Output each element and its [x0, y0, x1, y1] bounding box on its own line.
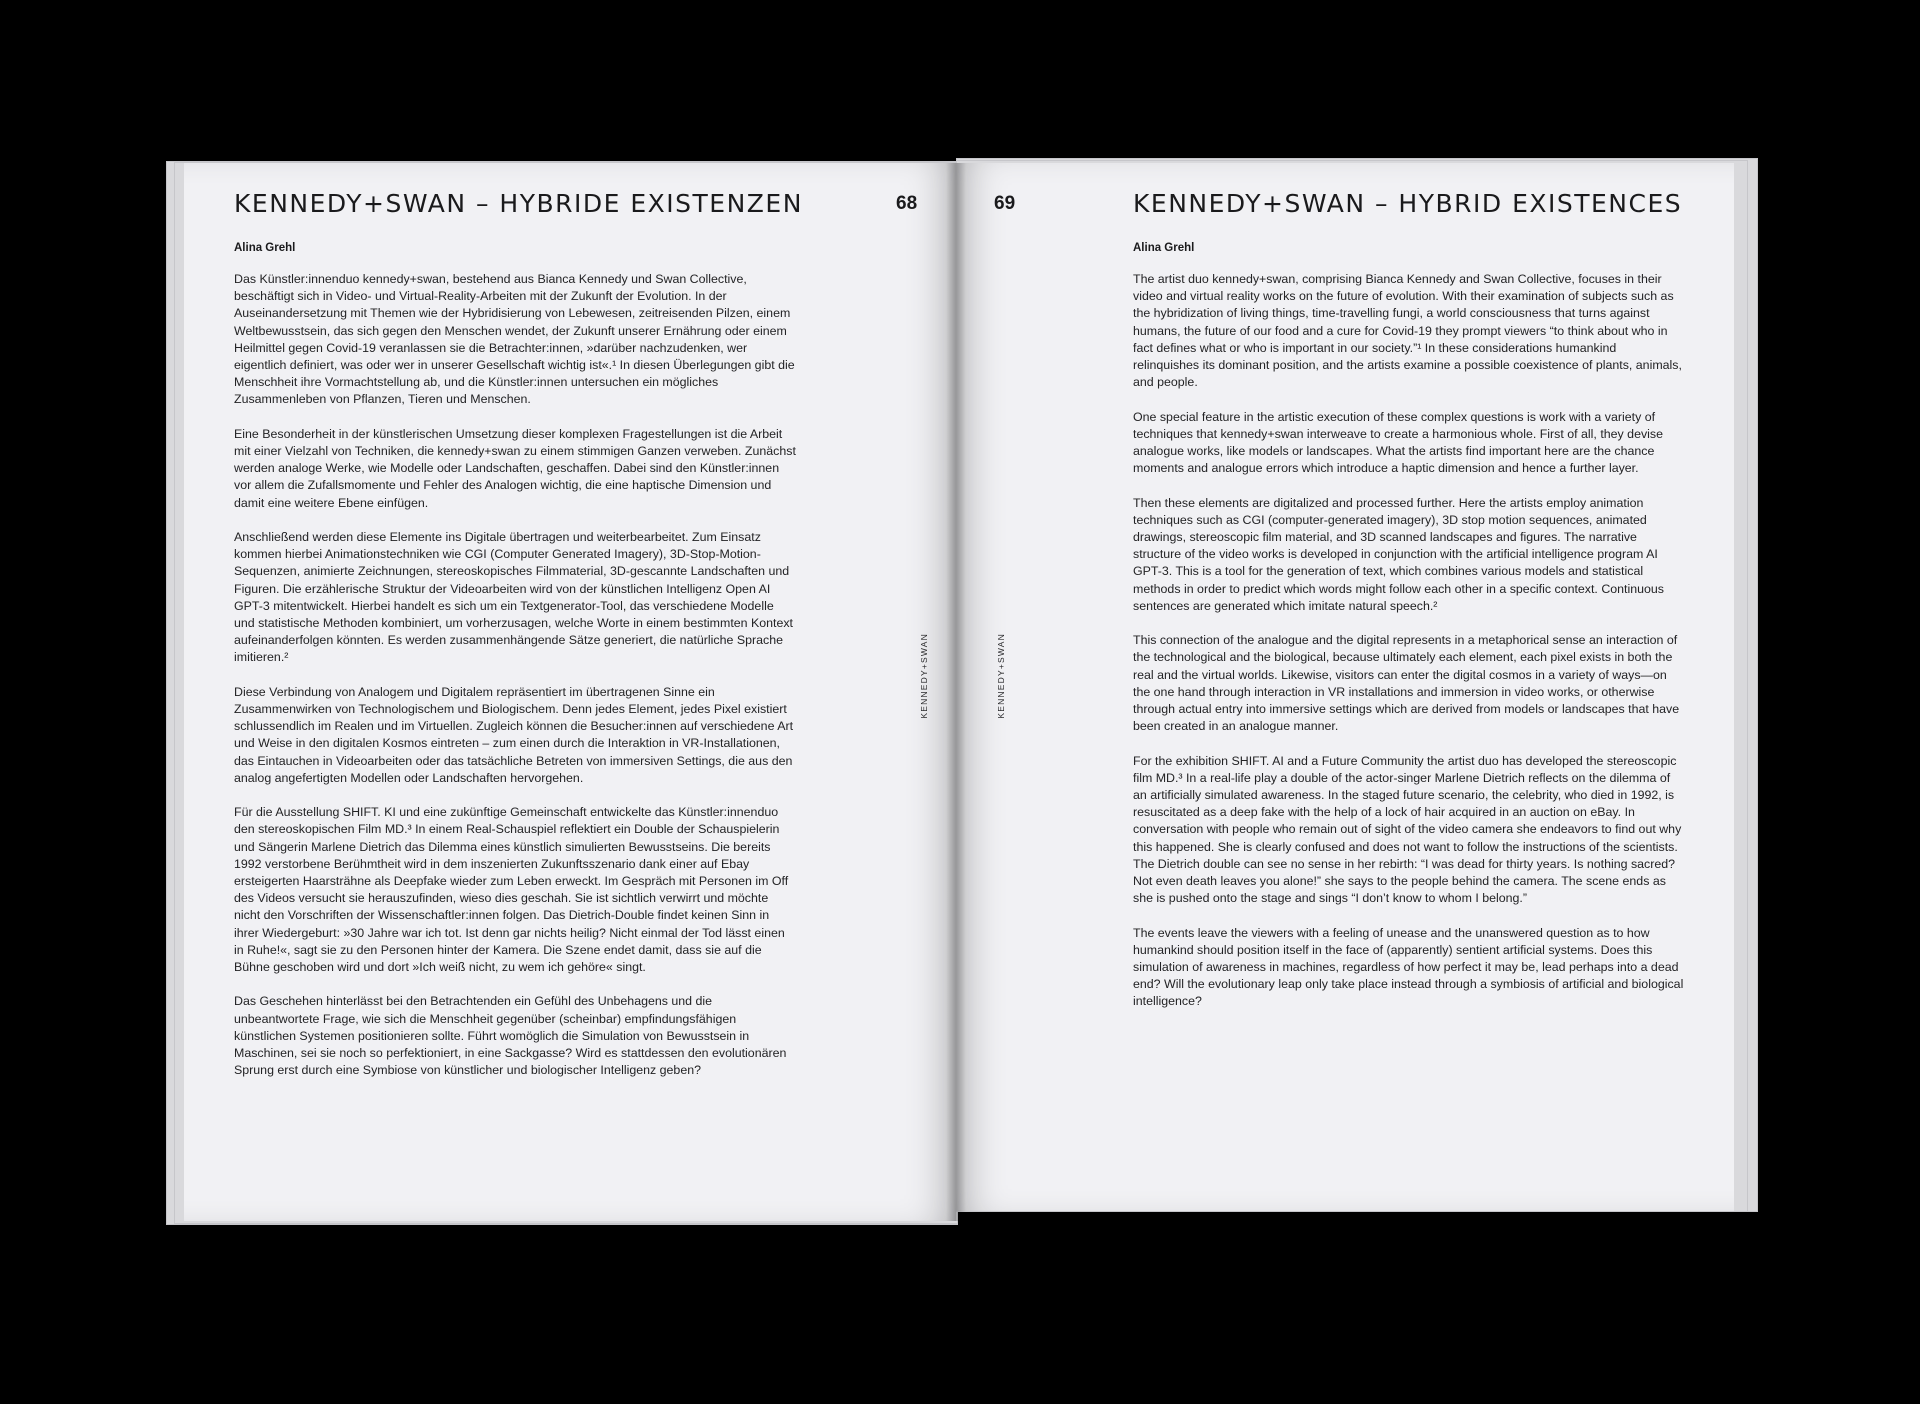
paragraph: Diese Verbindung von Analogem und Digitalem repräsentiert im übertragenen Sinne ein Zusammenwirken von Technologischem und Biologischem. Denn jedes Element, jedes Pixel existiert schlussendlich im Realen und im Virtuellen. Zugleich können die Besucher:innen auf verschiedene Art und Weise in den digitalen Kosmos eintreten – zum einen durch die Interaktion in VR-Installationen, das Eintauchen in Videoarbeiten oder das tatsächliche Betreten von immersiven Settings, die aus den analog angefertigten Modellen oder Landschaften hervorgehen.: [234, 684, 794, 785]
paragraph: The artist duo kennedy+swan, comprising Bianca Kennedy and Swan Collective, focuses in their video and virtual reality works on the future of evolution. With their examination of subjects such as the hybridization of living things, time-travelling fungi, a world consciousness that turns against humans, the future of our food and a cure for Covid-19 they prompt viewers “to think about who in fact defines what or who is important in our society.”¹ In these considerations humankind relinquishes its dominant position, and the artists examine a possible coexistence of plants, animals, and people.: [1133, 272, 1682, 390]
paragraph: Das Künstler:innenduo kennedy+swan, bestehend aus Bianca Kennedy und Swan Collective, beschäftigt sich in Video- und Virtual-Reality-Arbeiten mit der Zukunft der Evolution. In der Auseinandersetzung mit Themen wie der Hybridisierung von Lebewesen, zeitreisenden Pilzen, einem Weltbewusstsein, das sich gegen den Menschen wendet, der Zukunft unserer Ernährung oder einem Heilmittel gegen Covid-19 veranlassen sie die Betrachter:innen, »darüber nachzudenken, wer eigentlich definiert, was oder wer in unserer Gesellschaft wichtig ist«.¹ In diesen Überlegungen gibt die Menschheit ihre Vormachtstellung ab, und die Künstler:innen untersuchen ein mögliches Zusammenleben von Pflanzen, Tieren und Menschen.: [234, 272, 795, 407]
author-name: Alina Grehl: [234, 242, 296, 254]
running-head: KENNEDY+SWAN: [996, 633, 1006, 719]
author-name: Alina Grehl: [1133, 242, 1195, 254]
page-number: 69: [994, 193, 1016, 214]
page-title: KENNEDY+SWAN – HYBRIDE EXISTENZEN: [234, 189, 803, 218]
paragraph: Then these elements are digitalized and processed further. Here the artists employ animation techniques such as CGI (computer-generated imagery), 3D stop motion sequences, animated drawings, stereoscopic film material, and 3D scanned landscapes and figures. The narrative structure of the video works is developed in conjunction with the artificial intelligence program AI GPT-3. This is a tool for the generation of text, which combines various models and statistical methods in order to predict which words might follow each other in a specific context. Continuous sentences are generated which imitate natural speech.²: [1133, 495, 1665, 613]
article-body: [234, 271, 797, 1097]
paragraph: Eine Besonderheit in der künstlerischen Umsetzung dieser komplexen Fragestellungen ist die Arbeit mit einer Vielzahl von Techniken, die kennedy+swan zu einem stimmigen Ganzen verweben. Zunächst werden analoge Werke, wie Modelle oder Landschaften, geschaffen. Dabei sind den Künstler:innen vor allem die Zufallsmomente und Fehler des Analogen wichtig, die eine haptische Dimension und damit eine weitere Ebene einfügen.: [234, 426, 796, 510]
right-page: [956, 163, 1734, 1211]
page-number: 68: [896, 193, 918, 214]
paragraph: The events leave the viewers with a feeling of unease and the unanswered question as to how humankind should position itself in the face of (apparently) sentient artificial systems. Does this simulation of awareness in machines, regardless of how perfect it may be, lead perhaps into a dead end? Will the evolutionary leap only take place instead through a symbiosis of artificial and biological intelligence?: [1133, 925, 1684, 1009]
paragraph: One special feature in the artistic execution of these complex questions is work with a variety of techniques that kennedy+swan interweave to create a harmonious whole. First of all, they devise analogue works, like models or landscapes. What the artists find important here are the chance moments and analogue errors which introduce a haptic dimension and hence a further layer.: [1133, 409, 1663, 476]
page-title: KENNEDY+SWAN – HYBRID EXISTENCES: [1133, 189, 1683, 218]
paragraph: This connection of the analogue and the digital represents in a metaphorical sense an interaction of the technological and the biological, because ultimately each element, each pixel exists in both the real and the virtual worlds. Likewise, visitors can enter the digital cosmos in a variety of ways—on the one hand through interaction in VR installations and immersion in video works, or otherwise through actual entry into immersive settings which are derived from models or landscapes that have been created in an analogue manner.: [1133, 633, 1680, 734]
left-page: [184, 163, 956, 1221]
paragraph: Das Geschehen hinterlässt bei den Betrachtenden ein Gefühl des Unbehagens und die unbeantwortete Frage, wie sich die Menschheit gegenüber (scheinbar) empfindungsfähigen künstlichen Systemen positionieren sollte. Führt womöglich die Simulation von Bewusstsein in Maschinen, sei sie noch so perfektioniert, in eine Sackgasse? Wird es stattdessen den evolutionären Sprung erst durch eine Symbiose von künstlicher und biologischer Intelligenz geben?: [234, 994, 787, 1078]
running-head: KENNEDY+SWAN: [919, 633, 929, 719]
paragraph: Für die Ausstellung SHIFT. KI und eine zukünftige Gemeinschaft entwickelte das Künstler:innenduo den stereoskopischen Film MD.³ In einem Real-Schauspiel reflektiert ein Double der Schauspielerin und Sängerin Marlene Dietrich das Dilemma eines künstlich simulierten Bewusstseins. Die bereits 1992 verstorbene Berühmtheit wird in dem inszenierten Zukunftsszenario dank einer auf Ebay ersteigerten Haarsträhne als Deepfake wieder zum Leben erweckt. Im Gespräch mit Personen im Off des Videos versucht sie herauszufinden, wieso dies geschah. Sie ist sichtlich verwirrt und möchte nicht den Vorschriften der Wissenschaftler:innen folgen. Das Dietrich-Double findet keinen Sinn in ihrer Wiedergeburt: »30 Jahre war ich tot. Ist denn gar nichts heilig? Nicht einmal der Tod lässt einen in Ruhe!«, sagt sie zu den Personen hinter der Kamera. Die Szene endet damit, dass sie auf die Bühne geschoben wird und dort »Ich weiß nicht, zu wem ich gehöre« singt.: [234, 805, 789, 975]
book-gutter: [946, 163, 966, 1221]
paragraph: Anschließend werden diese Elemente ins Digitale übertragen und weiterbearbeitet. Zum Einsatz kommen hierbei Animationstechniken wie CGI (Computer Generated Imagery), 3D-Stop-Motion-Sequenzen, animierte Zeichnungen, stereoskopisches Filmmaterial, 3D-gescannte Landschaften und Figuren. Die erzählerische Struktur der Videoarbeiten wird von der künstlichen Intelligenz Open AI GPT-3 mitentwickelt. Hierbei handelt es sich um ein Textgenerator-Tool, das verschiedene Modelle und statistische Methoden kombiniert, um vorherzusagen, welche Worte in einem bestimmten Kontext aufeinanderfolgen könnten. Es werden zusammenhängende Sätze generiert, die natürliche Sprache imitieren.²: [234, 530, 794, 665]
paragraph: For the exhibition SHIFT. AI and a Future Community the artist duo has developed the stereoscopic film MD.³ In a real-life play a double of the actor-singer Marlene Dietrich reflects on the dilemma of an artificially simulated awareness. In the staged future scenario, the celebrity, who died in 1992, is resuscitated as a deep fake with the help of a lock of hair acquired in an auction on eBay. In conversation with people who remain out of sight of the video camera she endeavors to find out why this happened. She is clearly confused and does not want to follow the instructions of the scientists. The Dietrich double can see no sense in her rebirth: “I was dead for thirty years. Is nothing sacred? Not even death leaves you alone!” she says to the people behind the camera. The scene ends as she is pushed onto the stage and sings “I don’t know to whom I belong.”: [1133, 753, 1682, 906]
article-body: [1133, 271, 1684, 1028]
